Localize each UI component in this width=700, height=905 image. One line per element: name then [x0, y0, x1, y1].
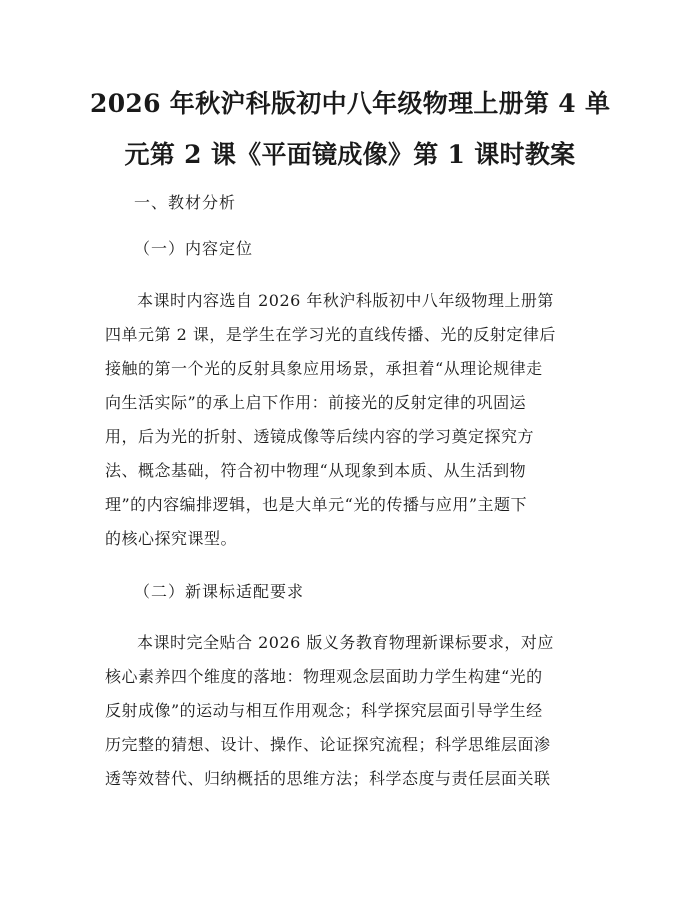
paragraph-line: 本课时内容选自 2026 年秋沪科版初中八年级物理上册第	[137, 291, 554, 310]
paragraph-line: 理”的内容编排逻辑，也是大单元“光的传播与应用”主题下	[105, 495, 528, 514]
paragraph-line: 接触的第一个光的反射具象应用场景，承担着“从理论规律走	[105, 359, 543, 378]
paragraph-line: 法、概念基础，符合初中物理“从现象到本质、从生活到物	[105, 461, 527, 480]
document-title	[90, 78, 610, 180]
title-line-2: 元第 2 课《平面镜成像》第 1 课时教案	[124, 140, 576, 169]
paragraph-line: 四单元第 2 课，是学生在学习光的直线传播、光的反射定律后	[105, 325, 556, 344]
paragraph-content-positioning	[105, 284, 605, 556]
paragraph-curriculum-requirements	[105, 626, 605, 796]
paragraph-line: 透等效替代、归纳概括的思维方法；科学态度与责任层面关联	[105, 769, 551, 788]
section-heading-teaching-material-analysis: 一、教材分析	[134, 193, 237, 212]
paragraph-line: 本课时完全贴合 2026 版义务教育物理新课标要求，对应	[137, 633, 554, 652]
paragraph-line: 反射成像”的运动与相互作用观念；科学探究层面引导学生经	[105, 701, 543, 720]
subsection-heading-curriculum-requirements: （二）新课标适配要求	[134, 582, 305, 601]
subsection-heading-content-positioning: （一）内容定位	[134, 239, 254, 258]
title-line-1: 2026 年秋沪科版初中八年级物理上册第 4 单	[90, 89, 611, 118]
paragraph-line: 向生活实际”的承上启下作用：前接光的反射定律的巩固运	[105, 393, 527, 412]
paragraph-line: 历完整的猜想、设计、操作、论证探究流程；科学思维层面渗	[105, 735, 551, 754]
paragraph-line: 用，后为光的折射、透镜成像等后续内容的学习奠定探究方	[105, 427, 535, 446]
paragraph-line: 核心素养四个维度的落地：物理观念层面助力学生构建“光的	[105, 667, 543, 686]
paragraph-line: 的核心探究课型。	[105, 529, 238, 548]
